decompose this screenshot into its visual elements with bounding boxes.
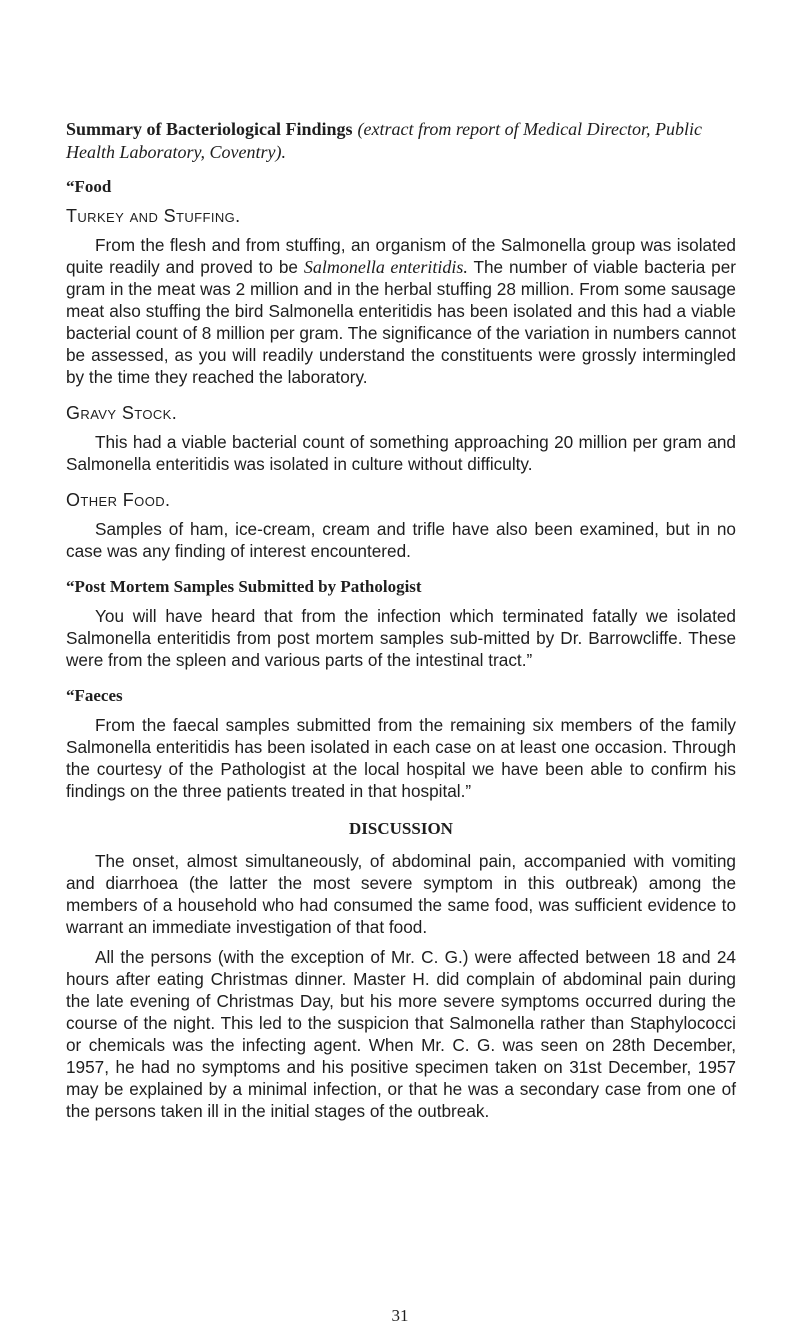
gravy-heading: Gravy Stock. (66, 403, 178, 423)
document-page (66, 118, 736, 1136)
page-number: 31 (391, 1306, 409, 1325)
turkey-heading: Turkey and Stuffing. (66, 206, 241, 226)
page-title (66, 118, 736, 164)
discussion-paragraph-2: All the persons (with the exception of Mr. C. G.) were affected between 18 and 24 hours after eating Christmas dinner. Master H. did complain of abdominal pain during the late evening of Christmas Day, but his more severe symptoms occurred during the course of the night. This led to the suspicion that Salmonella rather than Staphylococci or chemicals was the infecting agent. When Mr. C. G. was seen on 28th December, 1957, he had no symptoms and his positive specimen taken on 31st December, 1957 may be explained by a minimal infection, or that he was a secondary case from one of the persons taken ill in the initial stages of the outbreak. (66, 947, 736, 1121)
turkey-italic: Salmonella enteritidis. (303, 257, 468, 277)
food-label: “Food (66, 177, 112, 196)
other-food-paragraph: Samples of ham, ice-cream, cream and trifle have also been examined, but in no case was any finding of interest encountered. (66, 519, 736, 561)
turkey-text-a: From the flesh and from stuffing, an organism of the Salmonella group was isolated quite readily and proved to be (66, 235, 736, 277)
turkey-paragraph (66, 234, 736, 388)
gravy-paragraph: This had a viable bacterial count of something approaching 20 million per gram and Salmonella enteritidis was isolated in culture without difficulty. (66, 432, 736, 474)
discussion-paragraph-1: The onset, almost simultaneously, of abdominal pain, accompanied with vomiting and diarrhoea (the latter the most severe symptom in this outbreak) among the members of a household who had consumed the same food, was sufficient evidence to warrant an immediate investigation of that food. (66, 851, 736, 937)
title-italic: (extract from report of Medical Director, Public Health Laboratory, Coventry). (66, 119, 702, 162)
discussion-heading: DISCUSSION (349, 819, 453, 838)
title-bold: Summary of Bacteriological Findings (66, 119, 353, 139)
postmortem-label: “Post Mortem Samples Submitted by Pathologist (66, 577, 422, 596)
faeces-label: “Faeces (66, 686, 123, 705)
turkey-text-b: The number of viable bacteria per gram in the meat was 2 million and in the herbal stuffing 28 million. From some sausage meat also stuffing the bird Salmonella enteritidis has been isolated and this had a viable bacterial count of 8 million per gram. The significance of the variation in numbers cannot be assessed, as you will readily understand the constituents were grossly intermingled by the time they reached the laboratory. (66, 257, 737, 387)
postmortem-paragraph: You will have heard that from the infection which terminated fatally we isolated Salmonella enteritidis from post mortem samples sub-mitted by Dr. Barrowcliffe. These were from the spleen and various parts of the intestinal tract.” (66, 606, 736, 670)
faeces-paragraph: From the faecal samples submitted from the remaining six members of the family Salmonella enteritidis has been isolated in each case on at least one occasion. Through the courtesy of the Pathologist at the local hospital we have been able to confirm his findings on the three patients treated in that hospital.” (66, 715, 736, 801)
other-food-heading: Other Food. (66, 490, 171, 510)
